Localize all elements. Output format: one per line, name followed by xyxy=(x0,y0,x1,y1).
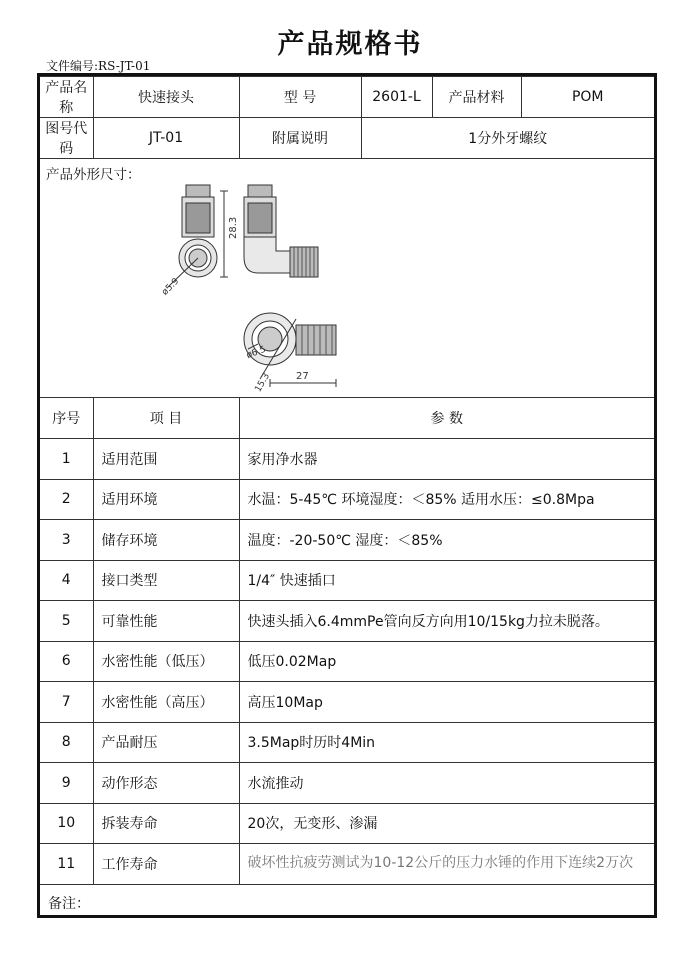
row-value: 水温：5-45℃ 环境湿度：＜85% 适用水压：≤0.8Mpa xyxy=(239,479,654,520)
row-value: 高压10Map xyxy=(239,682,654,723)
remarks-row xyxy=(40,884,654,922)
row-value: 快速头插入6.4mmPe管向反方向用10/15kg力拉未脱落。 xyxy=(239,601,654,642)
row-no: 8 xyxy=(40,722,93,763)
row-value: 低压0.02Map xyxy=(239,641,654,682)
row-value: 家用净水器 xyxy=(239,439,654,480)
row-value: 破坏性抗疲劳测试为10-12公斤的压力水锤的作用下连续2万次 xyxy=(239,844,654,885)
table-row xyxy=(40,722,654,763)
dim-w: 27 xyxy=(296,371,309,382)
row-no: 7 xyxy=(40,682,93,723)
dim-h1: 28.3 xyxy=(228,216,239,239)
technical-drawing xyxy=(150,169,390,399)
row-no: 9 xyxy=(40,763,93,804)
table-row xyxy=(40,844,654,885)
header-row-1 xyxy=(40,77,654,118)
col-header-no: 序号 xyxy=(40,398,93,439)
row-item: 接口类型 xyxy=(93,560,239,601)
table-row xyxy=(40,520,654,561)
col-header-item: 项 目 xyxy=(93,398,239,439)
material-value: POM xyxy=(521,77,654,118)
drawing-label: 产品外形尺寸： xyxy=(46,167,141,183)
product-name-label: 产品名称 xyxy=(40,77,93,118)
header-row-2 xyxy=(40,118,654,159)
note-value: 1分外牙螺纹 xyxy=(361,118,654,159)
row-value: 20次，无变形、渗漏 xyxy=(239,803,654,844)
spec-sheet-frame xyxy=(37,73,657,918)
drawing-code-label: 图号代码 xyxy=(40,118,93,159)
model-value: 2601-L xyxy=(361,77,432,118)
table-row xyxy=(40,479,654,520)
dim-h2: 15.3 xyxy=(253,371,273,394)
dim-d1: ø5.9 xyxy=(160,276,182,298)
remarks-label: 备注： xyxy=(40,884,654,922)
plan-view xyxy=(244,313,336,394)
material-label: 产品材料 xyxy=(432,77,521,118)
row-value: 水流推动 xyxy=(239,763,654,804)
page-title: 产品规格书 xyxy=(277,29,423,60)
row-item: 水密性能（低压） xyxy=(93,641,239,682)
row-no: 10 xyxy=(40,803,93,844)
row-item: 适用范围 xyxy=(93,439,239,480)
row-item: 适用环境 xyxy=(93,479,239,520)
row-item: 储存环境 xyxy=(93,520,239,561)
row-no: 2 xyxy=(40,479,93,520)
table-row xyxy=(40,641,654,682)
row-value: 1/4″ 快速插口 xyxy=(239,560,654,601)
row-item: 工作寿命 xyxy=(93,844,239,885)
row-no: 3 xyxy=(40,520,93,561)
row-no: 4 xyxy=(40,560,93,601)
table-row xyxy=(40,601,654,642)
params-header-row xyxy=(40,398,654,439)
row-no: 1 xyxy=(40,439,93,480)
row-item: 水密性能（高压） xyxy=(93,682,239,723)
dim-d2: ø6.5 xyxy=(245,344,268,361)
spec-table xyxy=(40,76,654,922)
product-name-value: 快速接头 xyxy=(93,77,239,118)
table-row xyxy=(40,803,654,844)
row-no: 5 xyxy=(40,601,93,642)
left-view xyxy=(160,185,217,298)
row-no: 6 xyxy=(40,641,93,682)
row-item: 动作形态 xyxy=(93,763,239,804)
table-row xyxy=(40,763,654,804)
side-view xyxy=(220,185,318,277)
row-item: 可靠性能 xyxy=(93,601,239,642)
table-row xyxy=(40,560,654,601)
model-label: 型 号 xyxy=(239,77,361,118)
drawing-cell xyxy=(40,159,654,398)
drawing-row xyxy=(40,159,654,398)
row-value: 3.5Map时历时4Min xyxy=(239,722,654,763)
table-row xyxy=(40,682,654,723)
row-value: 温度：-20-50℃ 湿度：＜85% xyxy=(239,520,654,561)
table-row xyxy=(40,439,654,480)
note-label: 附属说明 xyxy=(239,118,361,159)
row-item: 产品耐压 xyxy=(93,722,239,763)
document-number: 文件编号:RS-JT-01 xyxy=(46,59,151,73)
row-item: 拆装寿命 xyxy=(93,803,239,844)
drawing-code-value: JT-01 xyxy=(93,118,239,159)
col-header-value: 参 数 xyxy=(239,398,654,439)
row-no: 11 xyxy=(40,844,93,885)
